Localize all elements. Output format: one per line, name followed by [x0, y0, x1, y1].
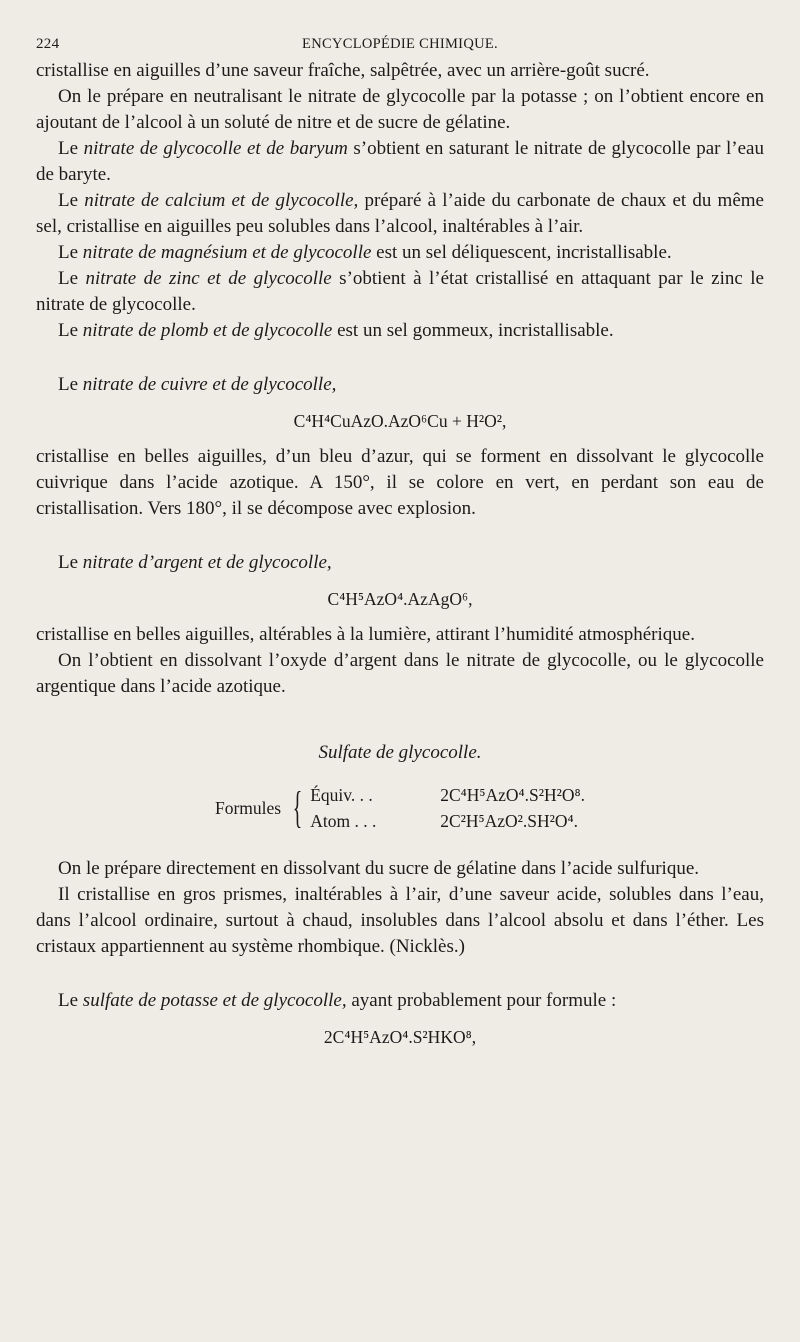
paragraph-silver-properties: cristallise en belles aiguilles, altérables à la lumière, attirant l’humidité atmosphérique. — [36, 624, 695, 645]
emphasis-potassium: sulfate de potasse et de glycocolle, — [82, 990, 347, 1011]
emphasis-silver: nitrate d’argent et de glycocolle, — [82, 552, 332, 573]
paragraph-lead-nitrate: Le nitrate de plomb et de glycocolle est un sel gommeux, incristallisable. — [58, 320, 614, 341]
formula-row-atom — [310, 808, 585, 834]
equiv-label: Équiv. . . — [310, 785, 373, 805]
paragraph-sulfate-preparation: On le prépare directement en dissolvant du sucre de gélatine dans l’acide sulfurique. — [58, 858, 700, 879]
formula-copper-nitrate: C⁴H⁴CuAzO.AzO⁶Cu + H²O², — [293, 411, 507, 431]
header-title: ENCYCLOPÉDIE CHIMIQUE. — [302, 36, 498, 52]
paragraph-silver-nitrate-intro: Le nitrate d’argent et de glycocolle, — [58, 552, 332, 573]
body-text — [36, 58, 764, 1050]
atom-label: Atom . . . — [310, 811, 377, 831]
emphasis-zinc: nitrate de zinc et de glycocolle — [85, 268, 332, 289]
formula-potassium-sulfate: 2C⁴H⁵AzO⁴.S²HKO⁸, — [323, 1027, 477, 1047]
paragraph-magnesium-nitrate: Le nitrate de magnésium et de glycocolle est un sel déliquescent, incristallisable. — [58, 242, 672, 263]
paragraph-copper-nitrate-intro: Le nitrate de cuivre et de glycocolle, — [58, 374, 337, 395]
paragraph-potassium-sulfate: Le sulfate de potasse et de glycocolle, ayant probablement pour formule : — [58, 990, 617, 1011]
formulas-label: Formules — [214, 798, 282, 818]
emphasis-calcium: nitrate de calcium et de glycocolle, — [84, 190, 359, 211]
emphasis-barium: nitrate de glycocolle et de baryum — [83, 138, 348, 159]
equiv-value: 2C⁴H⁵AzO⁴.S²H²O⁸. — [440, 785, 585, 805]
formulas-table — [36, 782, 764, 834]
emphasis-copper: nitrate de cuivre et de glycocolle, — [82, 374, 337, 395]
formulas-rows — [310, 782, 585, 834]
formula-silver-nitrate: C⁴H⁵AzO⁴.AzAgO⁶, — [327, 589, 473, 609]
atom-value: 2C²H⁵AzO².SH²O⁴. — [440, 811, 579, 831]
page-number: 224 — [36, 36, 60, 52]
paragraph-copper-properties: cristallise en belles aiguilles, d’un bleu d’azur, qui se forment en dissolvant le glycocolle cuivrique dans l’acide azotique. A 150°, il se colore en vert, en perdant son eau de cristallisation. Vers 180°, il se décompose avec explosion. — [36, 446, 764, 519]
paragraph-continuation: cristallise en aiguilles d’une saveur fraîche, salpêtrée, avec un arrière-goût sucré. — [36, 60, 650, 81]
emphasis-magnesium: nitrate de magnésium et de glycocolle — [82, 242, 372, 263]
formula-row-equiv — [310, 782, 585, 808]
emphasis-lead: nitrate de plomb et de glycocolle — [82, 320, 333, 341]
section-title: Sulfate de glycocolle. — [318, 742, 482, 763]
paragraph-calcium-nitrate: Le nitrate de calcium et de glycocolle, préparé à l’aide du carbonate de chaux et du même sel, cristallise en aiguilles peu solubles dans l’alcool, inaltérables à l’air. — [36, 190, 764, 237]
brace-icon: { — [292, 783, 303, 832]
paragraph-zinc-nitrate: Le nitrate de zinc et de glycocolle s’obtient à l’état cristallisé en attaquant par le zinc le nitrate de glycocolle. — [36, 268, 764, 315]
paragraph-silver-preparation: On l’obtient en dissolvant l’oxyde d’argent dans le nitrate de glycocolle, ou le glycocolle argentique dans l’acide azotique. — [36, 650, 764, 697]
running-head — [36, 32, 764, 58]
paragraph-barium-nitrate: Le nitrate de glycocolle et de baryum s’obtient en saturant le nitrate de glycocolle par l’eau de baryte. — [36, 138, 764, 185]
paragraph-preparation: On le prépare en neutralisant le nitrate de glycocolle par la potasse ; on l’obtient encore en ajoutant de l’alcool à un soluté de nitre et de sucre de gélatine. — [36, 86, 764, 133]
paragraph-sulfate-properties: Il cristallise en gros prismes, inaltérables à l’air, d’une saveur acide, solubles dans l’eau, dans l’alcool ordinaire, surtout à chaud, insolubles dans l’alcool absolu et dans l’éther. Les cristaux appartiennent au système rhombique. (Nicklès.) — [36, 884, 764, 957]
